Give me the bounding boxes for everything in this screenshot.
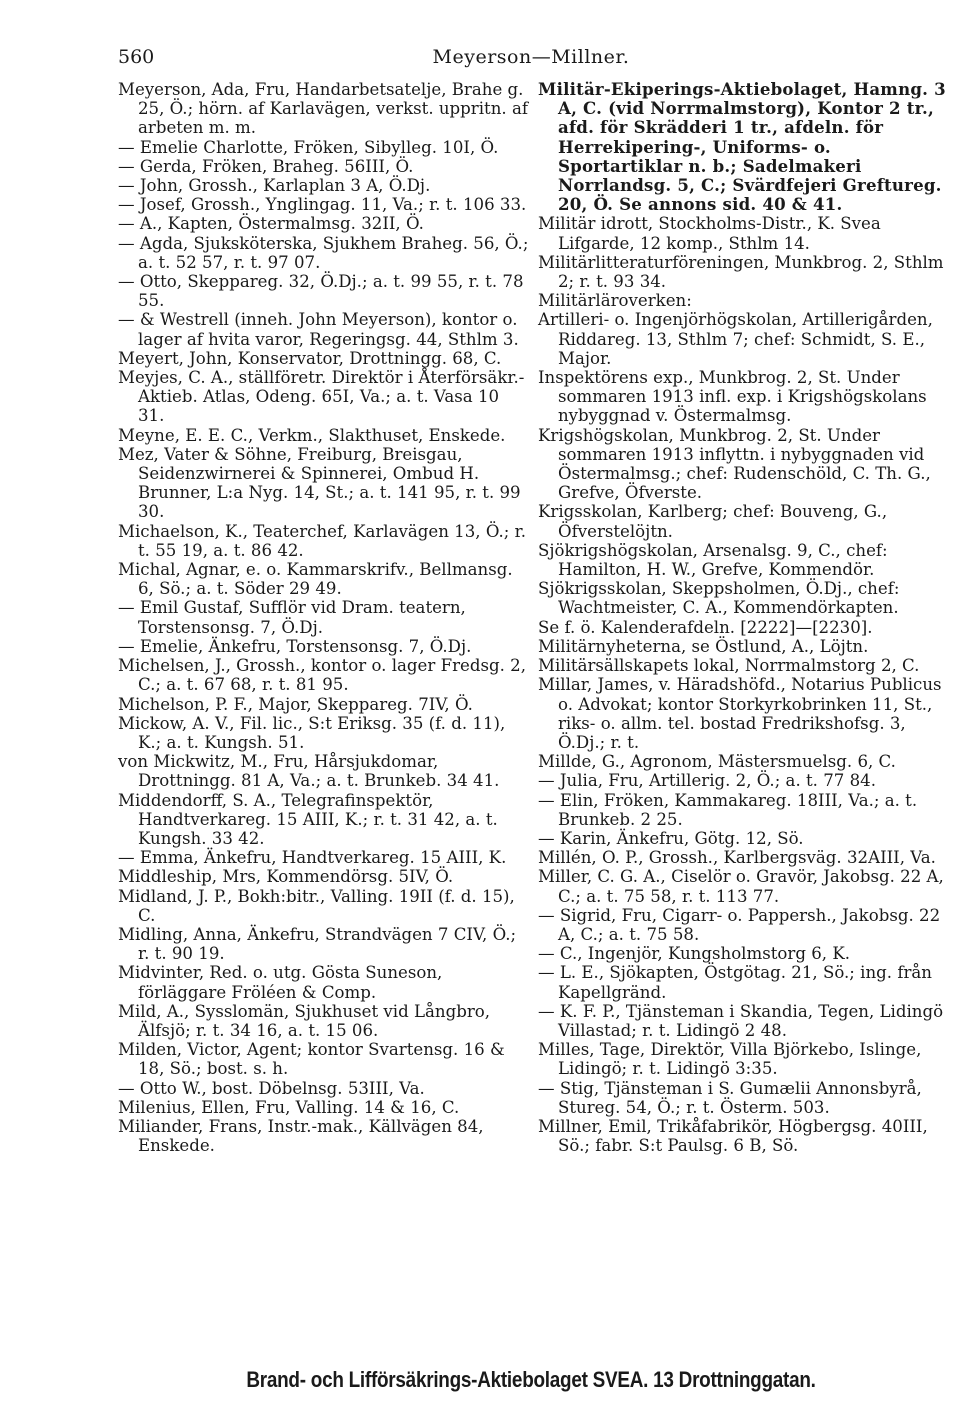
- left-column-entry: von Mickwitz, M., Fru, Hårsjukdomar, Drottningg. 81 A, Va.; a. t. Brunkeb. 34 41.: [118, 752, 500, 791]
- left-column-entry: Michelsen, J., Grossh., kontor o. lager Fredsg. 2, C.; a. t. 67 68, r. t. 81 95.: [118, 656, 526, 695]
- left-column-entry: — & Westrell (inneh. John Meyerson), kontor o. lager af hvita varor, Regeringsg. 44, Sthlm 3.: [118, 310, 519, 349]
- right-column-entry: Inspektörens exp., Munkbrog. 2, St. Under sommaren 1913 infl. exp. i Krigshögskolans nybyggnad v. Östermalmsg.: [538, 368, 927, 426]
- right-column: [538, 80, 948, 1155]
- right-column-entry: — K. F. P., Tjänsteman i Skandia, Tegen, Lidingö Villastad; r. t. Lidingö 2 48.: [538, 1001, 944, 1040]
- left-column-entry: Meyert, John, Konservator, Drottningg. 68, C.: [118, 348, 502, 368]
- left-column-entry: Michal, Agnar, e. o. Kammarskrifv., Bellmansg. 6, Sö.; a. t. Söder 29 49.: [118, 560, 513, 599]
- right-column-entry: Militär idrott, Stockholms-Distr., K. Svea Lifgarde, 12 komp., Sthlm 14.: [538, 214, 881, 253]
- right-column-entry: — L. E., Sjökapten, Östgötag. 21, Sö.; ing. från Kapellgränd.: [538, 963, 932, 1002]
- left-column-entry: Mez, Vater & Söhne, Freiburg, Breisgau, Seidenzwirnerei & Spinnerei, Ombud H. Brunner, L:a Nyg. 14, St.; a. t. 141 95, r. t. 99 30.: [118, 444, 521, 522]
- left-column-entry: — Agda, Sjuksköterska, Sjukhem Braheg. 56, Ö.; a. t. 52 57, r. t. 97 07.: [118, 233, 529, 272]
- left-column-entry: Middleship, Mrs, Kommendörsg. 5IV, Ö.: [118, 867, 454, 887]
- left-column-entry: — Emelie, Änkefru, Torstensonsg. 7, Ö.Dj.: [118, 636, 472, 656]
- left-column-entry: Midling, Anna, Änkefru, Strandvägen 7 CIV, Ö.; r. t. 90 19.: [118, 924, 517, 964]
- left-column-entry: Midvinter, Red. o. utg. Gösta Suneson, förläggare Fröléen & Comp.: [118, 963, 443, 1002]
- left-column-entry: Mild, A., Sysslomän, Sjukhuset vid Långbro, Älfsjö; r. t. 34 16, a. t. 15 06.: [118, 1001, 491, 1040]
- right-column-entry: Krigsskolan, Karlberg; chef: Bouveng, G., Öfverstelöjtn.: [538, 502, 888, 541]
- right-column-entry: — C., Ingenjör, Kungsholmstorg 6, K.: [538, 944, 851, 964]
- left-column-entry: — Emelie Charlotte, Fröken, Sibylleg. 10I, Ö.: [118, 137, 499, 157]
- left-column: [118, 80, 530, 1155]
- right-column-entry: Milles, Tage, Direktör, Villa Björkebo, Islinge, Lidingö; r. t. Lidingö 3:35.: [538, 1040, 922, 1079]
- left-column-entry: Meyjes, C. A., ställföretr. Direktör i Återförsäkr.-Aktieb. Atlas, Odeng. 65I, Va.; a. t. Vasa 10 31.: [118, 368, 525, 426]
- right-column-entry: Sjökrigsskolan, Skeppsholmen, Ö.Dj., chef: Wachtmeister, C. A., Kommendörkapten.: [538, 579, 900, 618]
- left-column-entry: Milden, Victor, Agent; kontor Svartensg. 16 & 18, Sö.; bost. s. h.: [118, 1040, 505, 1079]
- left-column-entry: — Gerda, Fröken, Braheg. 56III, Ö.: [118, 156, 414, 176]
- right-column-entry: — Karin, Änkefru, Götg. 12, Sö.: [538, 828, 804, 848]
- left-column-entry: Mickow, A. V., Fil. lic., S:t Eriksg. 35 (f. d. 11), K.; a. t. Kungsh. 51.: [118, 713, 506, 752]
- right-column-entry: — Sigrid, Fru, Cigarr- o. Pappersh., Jakobsg. 22 A, C.; a. t. 75 58.: [538, 905, 941, 944]
- left-column-entry: Milenius, Ellen, Fru, Valling. 14 & 16, C.: [118, 1097, 460, 1117]
- right-column-entry: — Julia, Fru, Artillerig. 2, Ö.; a. t. 77 84.: [538, 771, 877, 791]
- left-column-entry: — Josef, Grossh., Ynglingag. 11, Va.; r. t. 106 33.: [118, 195, 527, 215]
- right-column-entry: — Elin, Fröken, Kammakareg. 18III, Va.; a. t. Brunkeb. 2 25.: [538, 790, 918, 829]
- left-column-entry: — Emma, Änkefru, Handtverkareg. 15 AIII, K.: [118, 848, 507, 868]
- right-column-entry: Krigshögskolan, Munkbrog. 2, St. Under sommaren 1913 inflyttn. i nybyggnaden vid Östermalmsg.; chef: Rudenschöld, C. Th. G., Grefve, Öfverste.: [538, 425, 931, 503]
- right-column-entry: Millde, G., Agronom, Mästersmuelsg. 6, C.: [538, 752, 896, 772]
- right-column-entry: Militärläroverken:: [538, 291, 692, 311]
- right-column-entry: — Stig, Tjänsteman i S. Gumælii Annonsbyrå, Stureg. 54, Ö.; r. t. Österm. 503.: [538, 1078, 922, 1117]
- left-column-entry: — Emil Gustaf, Sufflör vid Dram. teatern, Torstensonsg. 7, Ö.Dj.: [118, 598, 466, 637]
- right-column-entry: Millén, O. P., Grossh., Karlbergsväg. 32AIII, Va.: [538, 848, 936, 868]
- right-column-entry: Miller, C. G. A., Ciselör o. Gravör, Jakobsg. 22 A, C.; a. t. 75 58, r. t. 113 77.: [538, 867, 944, 906]
- right-column-entry: Se f. ö. Kalenderafdeln. [2222]—[2230].: [538, 617, 873, 637]
- right-column-entry: Artilleri- o. Ingenjörhögskolan, Artillerigården, Riddareg. 13, Sthlm 7; chef: Schmidt, S. E., Major.: [538, 310, 933, 368]
- left-column-entry: Middendorff, S. A., Telegrafinspektör, Handtverkareg. 15 AIII, K.; r. t. 31 42, a. t. Kungsh. 33 42.: [118, 790, 498, 848]
- left-column-entry: Meyne, E. E. C., Verkm., Slakthuset, Enskede.: [118, 425, 506, 445]
- left-column-entry: Miliander, Frans, Instr.-mak., Källvägen 84, Enskede.: [118, 1116, 484, 1156]
- page-number: 560: [118, 46, 155, 68]
- right-column-entry: Militär-Ekiperings-Aktiebolaget, Hamng. 3 A, C. (vid Norrmalmstorg), Kontor 2 tr., afd. för Skrädderi 1 tr., afdeln. för Herrekipering-, Uniforms- o. Sportartiklar n. b.; Sadelmakeri Norrlandsg. 5, C.; Svärdfejeri Greftureg. 20, Ö. Se annons sid. 40 & 41.: [538, 79, 946, 215]
- right-column-entry: Militärsällskapets lokal, Norrmalmstorg 2, C.: [538, 656, 920, 676]
- left-column-entry: Michelson, P. F., Major, Skeppareg. 7IV, Ö.: [118, 694, 473, 714]
- left-column-entry: — John, Grossh., Karlaplan 3 A, Ö.Dj.: [118, 176, 431, 196]
- right-column-entry: Millner, Emil, Trikåfabrikör, Högbergsg. 40III, Sö.; fabr. S:t Paulsg. 6 B, Sö.: [538, 1116, 928, 1156]
- page-header: [118, 46, 944, 74]
- left-column-entry: Midland, J. P., Bokh:bitr., Valling. 19II (f. d. 15), C.: [118, 886, 515, 925]
- right-column-entry: Millar, James, v. Häradshöfd., Notarius Publicus o. Advokat; kontor Storkyrkobrinken 11, St., riks- o. allm. tel. bostad Fredrikshofsg. 3, Ö.Dj.; r. t.: [538, 675, 942, 752]
- right-column-entry: Sjökrigshögskolan, Arsenalsg. 9, C., chef: Hamilton, H. W., Grefve, Kommendör.: [538, 540, 888, 580]
- left-column-entry: Michaelson, K., Teaterchef, Karlavägen 13, Ö.; r. t. 55 19, a. t. 86 42.: [118, 521, 526, 560]
- running-head: Meyerson—Millner.: [432, 46, 630, 68]
- right-column-entry: Militärnyheterna, se Östlund, A., Löjtn.: [538, 636, 869, 656]
- right-column-entry: Militärlitteraturföreningen, Munkbrog. 2, Sthlm 2; r. t. 93 34.: [538, 252, 944, 292]
- left-column-entry: — A., Kapten, Östermalmsg. 32II, Ö.: [118, 214, 424, 234]
- left-column-entry: — Otto W., bost. Döbelnsg. 53III, Va.: [118, 1078, 425, 1098]
- footer-advertisement: Brand- och Lifförsäkrings-Aktiebolaget SVEA. 13 Drottninggatan.: [246, 1367, 816, 1392]
- left-column-entry: — Otto, Skeppareg. 32, Ö.Dj.; a. t. 99 55, r. t. 78 55.: [118, 272, 524, 311]
- left-column-entry: Meyerson, Ada, Fru, Handarbetsatelje, Brahe g. 25, Ö.; hörn. af Karlavägen, verkst. uppritn. af arbeten m. m.: [118, 80, 528, 138]
